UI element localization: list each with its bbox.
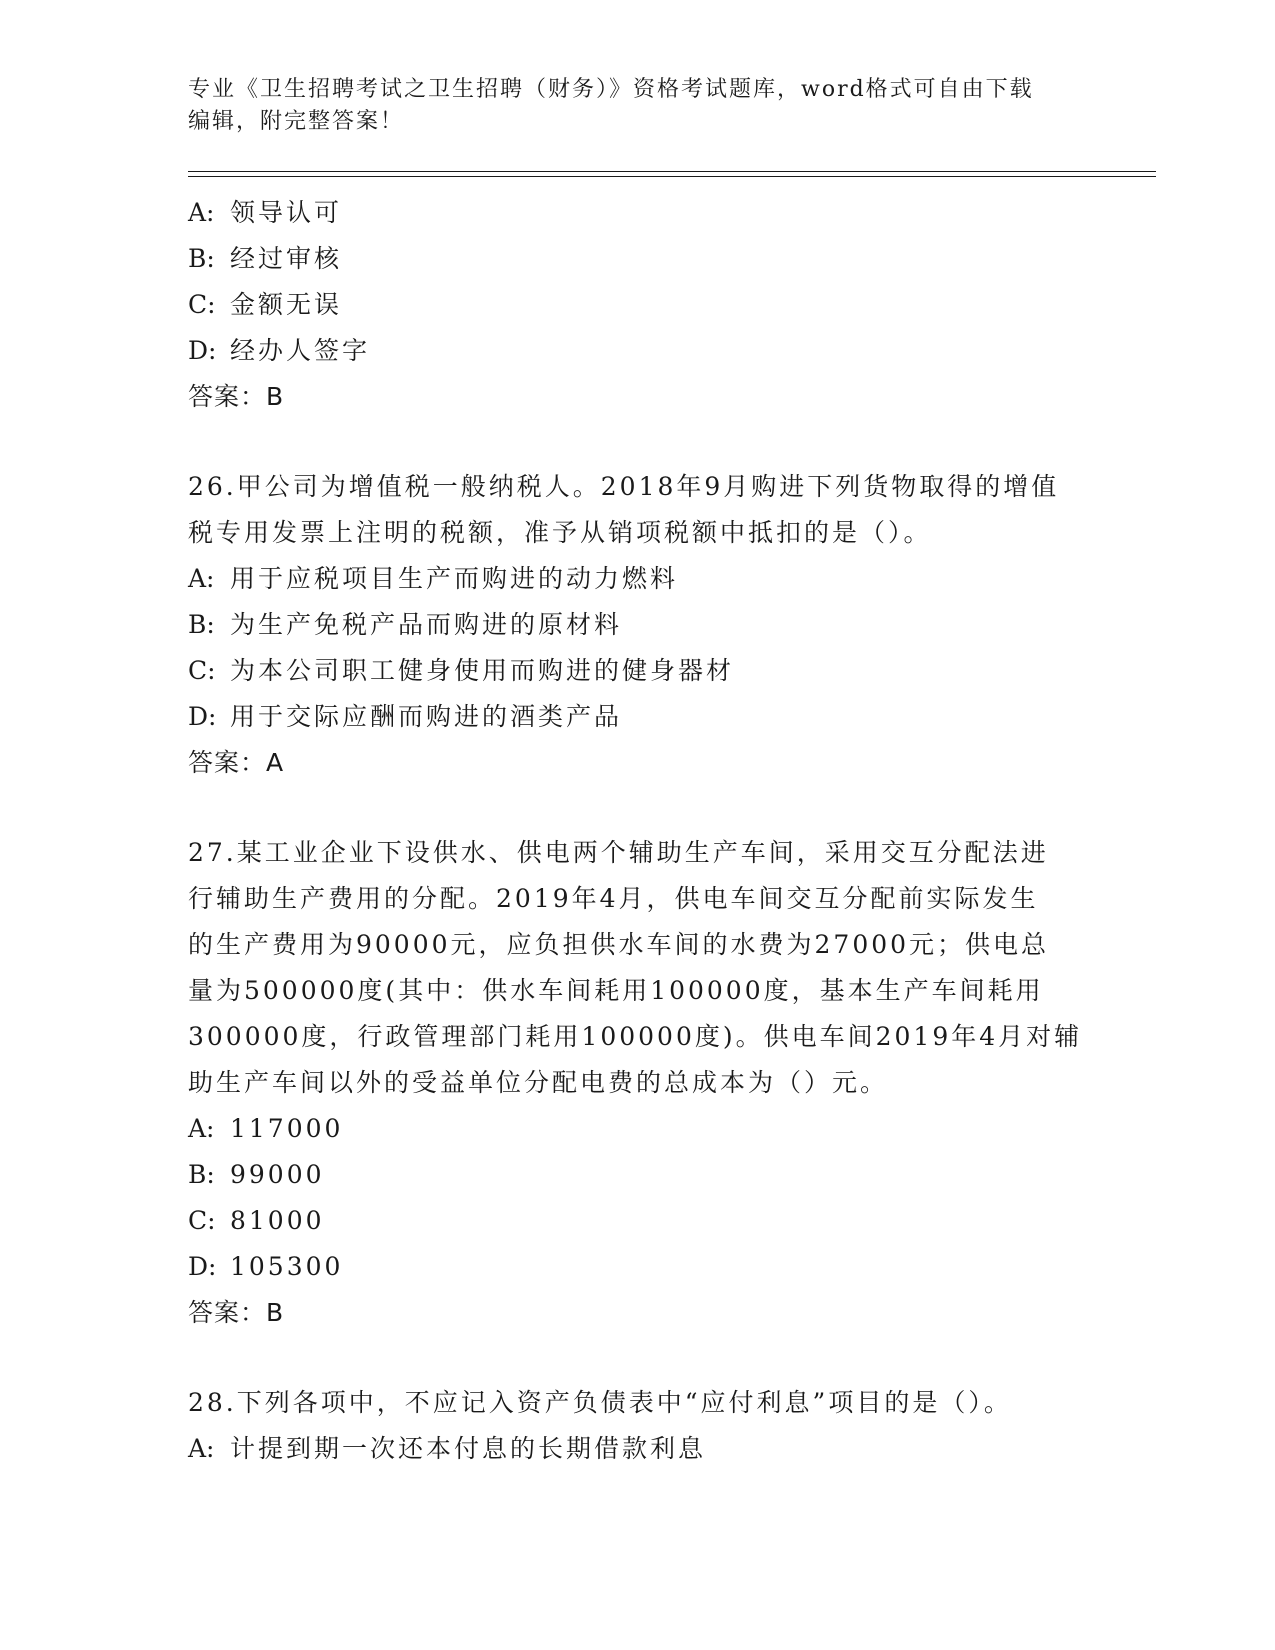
question-stem-line: 28.下列各项中，不应记入资产负债表中“应付利息”项目的是（）。 [188, 1388, 1012, 1417]
header-line-1: 专业《卫生招聘考试之卫生招聘（财务）》资格考试题库，word格式可自由下载 [188, 77, 1034, 102]
option-letter: D: [188, 1252, 217, 1281]
question-28 [188, 1380, 1088, 1472]
spacer [188, 420, 1088, 464]
option-c [188, 648, 1088, 694]
option-text: 用于应税项目生产而购进的动力燃料 [230, 564, 679, 593]
option-letter: A: [188, 564, 215, 593]
option-d [188, 328, 1088, 374]
header-rule-top [188, 171, 1156, 172]
option-text: 计提到期一次还本付息的长期借款利息 [230, 1434, 707, 1463]
option-letter: B: [188, 244, 215, 273]
option-text: 领导认可 [230, 198, 343, 227]
question-stem-line: 26.甲公司为增值税一般纳税人。2018年9月购进下列货物取得的增值 [188, 472, 1060, 501]
option-letter: C: [188, 656, 216, 685]
answer-line: 答案：A [188, 748, 285, 777]
option-letter: D: [188, 702, 217, 731]
question-25 [188, 190, 1088, 420]
option-text: 金额无误 [230, 290, 343, 319]
answer-line: 答案：B [188, 382, 285, 411]
question-stem-line: 助生产车间以外的受益单位分配电费的总成本为（）元。 [188, 1068, 889, 1097]
option-letter: A: [188, 1114, 215, 1143]
option-letter: C: [188, 1206, 216, 1235]
option-letter: B: [188, 1160, 215, 1189]
option-letter: A: [188, 198, 215, 227]
question-stem-line: 行辅助生产费用的分配。2019年4月，供电车间交互分配前实际发生 [188, 884, 1039, 913]
spacer [188, 786, 1088, 830]
header-rule-bottom [188, 176, 1156, 177]
option-text: 105300 [230, 1252, 344, 1281]
option-text: 经办人签字 [230, 336, 371, 365]
option-text: 为生产免税产品而购进的原材料 [230, 610, 623, 639]
option-b [188, 602, 1088, 648]
document-header [188, 74, 1088, 138]
option-text: 99000 [230, 1160, 325, 1189]
option-a [188, 1106, 1088, 1152]
option-c [188, 1198, 1088, 1244]
question-26 [188, 464, 1088, 786]
question-stem-line: 的生产费用为90000元，应负担供水车间的水费为27000元；供电总 [188, 930, 1050, 959]
question-stem-line: 量为500000度(其中：供水车间耗用100000度，基本生产车间耗用 [188, 976, 1044, 1005]
option-d [188, 1244, 1088, 1290]
option-a [188, 190, 1088, 236]
option-letter: A: [188, 1434, 215, 1463]
option-text: 117000 [230, 1114, 344, 1143]
option-d [188, 694, 1088, 740]
option-letter: C: [188, 290, 216, 319]
option-a [188, 1426, 1088, 1472]
option-b [188, 1152, 1088, 1198]
question-stem-line: 税专用发票上注明的税额，准予从销项税额中抵扣的是（）。 [188, 518, 932, 547]
option-text: 用于交际应酬而购进的酒类产品 [230, 702, 623, 731]
question-stem-line: 27.某工业企业下设供水、供电两个辅助生产车间，采用交互分配法进 [188, 838, 1049, 867]
option-a [188, 556, 1088, 602]
question-27 [188, 830, 1088, 1336]
answer-line: 答案：B [188, 1298, 285, 1327]
option-letter: D: [188, 336, 217, 365]
question-list [188, 190, 1088, 1472]
spacer [188, 1336, 1088, 1380]
option-b [188, 236, 1088, 282]
option-text: 81000 [230, 1206, 325, 1235]
option-text: 经过审核 [230, 244, 343, 273]
option-letter: B: [188, 610, 215, 639]
question-stem-line: 300000度，行政管理部门耗用100000度)。供电车间2019年4月对辅 [188, 1022, 1083, 1051]
header-line-2: 编辑，附完整答案！ [188, 109, 405, 134]
option-c [188, 282, 1088, 328]
option-text: 为本公司职工健身使用而购进的健身器材 [230, 656, 735, 685]
